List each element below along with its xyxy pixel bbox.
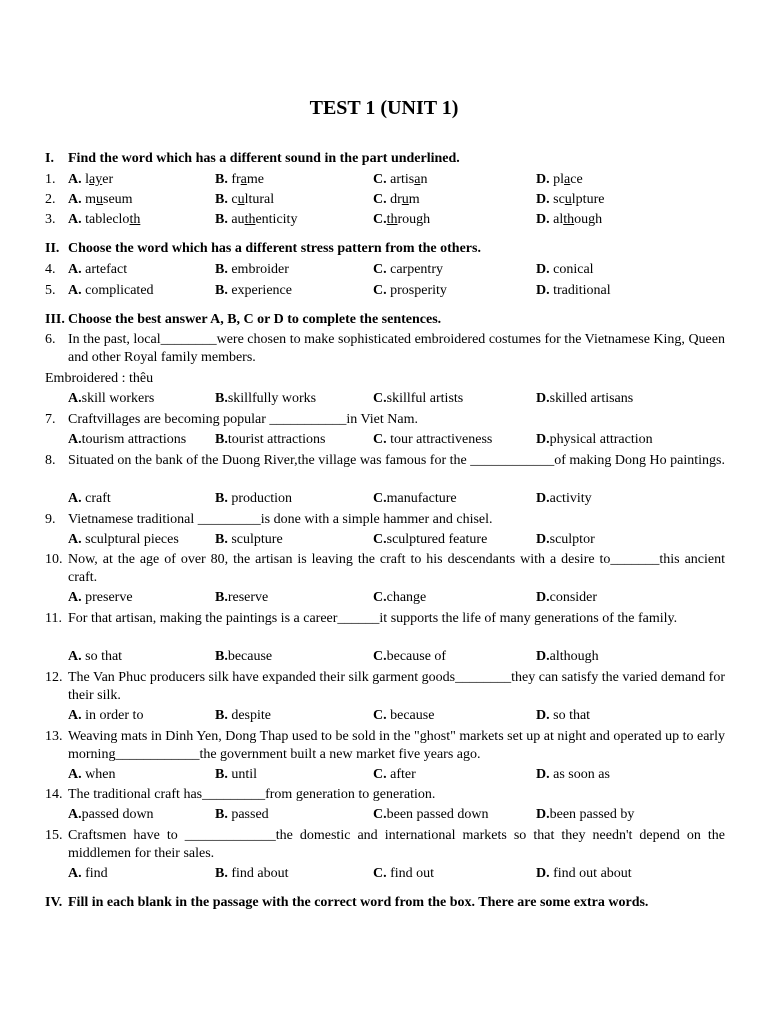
option-a: A. complicated [68,283,154,298]
question-number: 8. [45,453,56,468]
question-1 [45,171,725,189]
question-8-options [45,490,725,508]
question-number: 7. [45,412,56,427]
option-d: D. so that [536,708,591,723]
section-instruction: Find the word which has a different sound in the part underlined. [68,151,460,166]
question-14-options [45,806,725,824]
option-d: D. conical [536,262,594,277]
question-13-options [45,766,725,784]
option-c: C. after [373,767,416,782]
question-text: Vietnamese traditional _________is done with a simple hammer and chisel. [68,512,493,527]
option-c: C.skillful artists [373,391,464,406]
section-number: I. [45,151,54,166]
question-text: Weaving mats in Dinh Yen, Dong Thap used to be sold in the "ghost" markets set up at night and operated up to early morning____________the government built a new market five years ago. [68,729,725,762]
option-c: C. because [373,708,435,723]
section-number: IV. [45,895,63,910]
option-d: D. although [536,212,603,227]
page-title: TEST 1 (UNIT 1) [309,97,459,119]
question-text: The traditional craft has_________from generation to generation. [68,787,436,802]
option-c: C.change [373,590,427,605]
question-number: 14. [45,787,63,802]
option-d: D.although [536,649,599,664]
question-13-stem [45,728,725,764]
option-b: B.reserve [215,590,269,605]
question-15-options [45,865,725,883]
question-text: Situated on the bank of the Duong River,the village was famous for the ____________of making Dong Ho paintings. [68,453,725,468]
option-b: B. embroider [215,262,289,277]
option-b: B. frame [215,172,264,187]
question-number: 15. [45,828,63,843]
question-10-options [45,589,725,607]
option-d: D. find out about [536,866,632,881]
option-c: C. find out [373,866,435,881]
option-b: B. production [215,491,292,506]
option-a: A.passed down [68,807,154,822]
option-d: D. place [536,172,583,187]
section-number: II. [45,241,60,256]
question-11-stem [45,610,725,628]
question-8-stem [45,452,725,470]
question-number: 1. [45,172,56,187]
question-number: 6. [45,332,56,347]
question-text: Craftsmen have to _____________the domestic and international markets so that they needn't depend on the middlemen for their sales. [68,828,725,861]
question-text: For that artisan, making the paintings is a career______it supports the life of many generations of the family. [68,611,678,626]
section-number: III. [45,312,65,327]
option-d: D. traditional [536,283,611,298]
question-number: 2. [45,192,56,207]
option-a: A. tablecloth [68,212,141,227]
option-a: A. craft [68,491,111,506]
option-b: B. authenticity [215,212,298,227]
vocabulary-note: Embroidered : thêu [45,371,154,386]
option-a: A. when [68,767,116,782]
question-3 [45,211,725,229]
question-text: Craftvillages are becoming popular ___________in Viet Nam. [68,412,418,427]
question-number: 3. [45,212,56,227]
option-c: C. tour attractiveness [373,432,493,447]
option-a: A. find [68,866,108,881]
question-11-options [45,648,725,666]
question-14-stem [45,786,725,804]
question-text: The Van Phuc producers silk have expanded their silk garment goods________they can satisfy the varied demand for their silk. [68,670,725,703]
option-a: A. so that [68,649,123,664]
question-7-options [45,431,725,449]
question-7-stem [45,411,725,429]
option-d: D.skilled artisans [536,391,634,406]
section-instruction: Fill in each blank in the passage with the correct word from the box. There are some extra words. [68,895,649,910]
section-instruction: Choose the word which has a different stress pattern from the others. [68,241,481,256]
question-10-stem [45,551,725,587]
option-c: C. prosperity [373,283,447,298]
option-b: B.skillfully works [215,391,317,406]
option-a: A.skill workers [68,391,155,406]
question-6-stem [45,331,725,367]
option-b: B. sculpture [215,532,283,547]
option-a: A. artefact [68,262,128,277]
question-number: 5. [45,283,56,298]
option-b: B. cultural [215,192,275,207]
option-c: C. drum [373,192,420,207]
question-number: 12. [45,670,63,685]
option-c: C.through [373,212,431,227]
section-instruction: Choose the best answer A, B, C or D to complete the sentences. [68,312,442,327]
option-b: B.tourist attractions [215,432,326,447]
question-number: 4. [45,262,56,277]
option-a: A. layer [68,172,114,187]
option-b: B.because [215,649,273,664]
option-c: C.manufacture [373,491,457,506]
option-d: D. sculpture [536,192,605,207]
question-4 [45,261,725,279]
question-text: In the past, local________were chosen to make sophisticated embroidered costumes for the Vietnamese King, Queen and other Royal family members. [68,332,725,365]
option-d: D.been passed by [536,807,635,822]
option-c: C. carpentry [373,262,443,277]
option-d: D.physical attraction [536,432,653,447]
option-d: D.consider [536,590,598,605]
option-b: B. find about [215,866,289,881]
option-c: C.because of [373,649,447,664]
option-a: A. sculptural pieces [68,532,179,547]
option-c: C.been passed down [373,807,489,822]
question-6-options [45,390,725,408]
question-number: 10. [45,552,63,567]
option-a: A. museum [68,192,133,207]
option-a: A.tourism attractions [68,432,187,447]
option-c: C. artisan [373,172,428,187]
option-b: B. until [215,767,258,782]
question-12-options [45,707,725,725]
option-c: C.sculptured feature [373,532,488,547]
question-9-options [45,531,725,549]
option-a: A. in order to [68,708,144,723]
option-d: D.sculptor [536,532,595,547]
question-9-stem [45,511,725,529]
option-b: B. despite [215,708,271,723]
option-b: B. passed [215,807,269,822]
question-12-stem [45,669,725,705]
question-5 [45,282,725,300]
question-number: 13. [45,729,63,744]
question-15-stem [45,827,725,863]
option-d: D.activity [536,491,592,506]
option-b: B. experience [215,283,292,298]
question-text: Now, at the age of over 80, the artisan is leaving the craft to his descendants with a desire to_______this ancient craft. [68,552,725,585]
option-d: D. as soon as [536,767,610,782]
question-number: 9. [45,512,56,527]
option-a: A. preserve [68,590,133,605]
question-number: 11. [45,611,62,626]
question-2 [45,191,725,209]
